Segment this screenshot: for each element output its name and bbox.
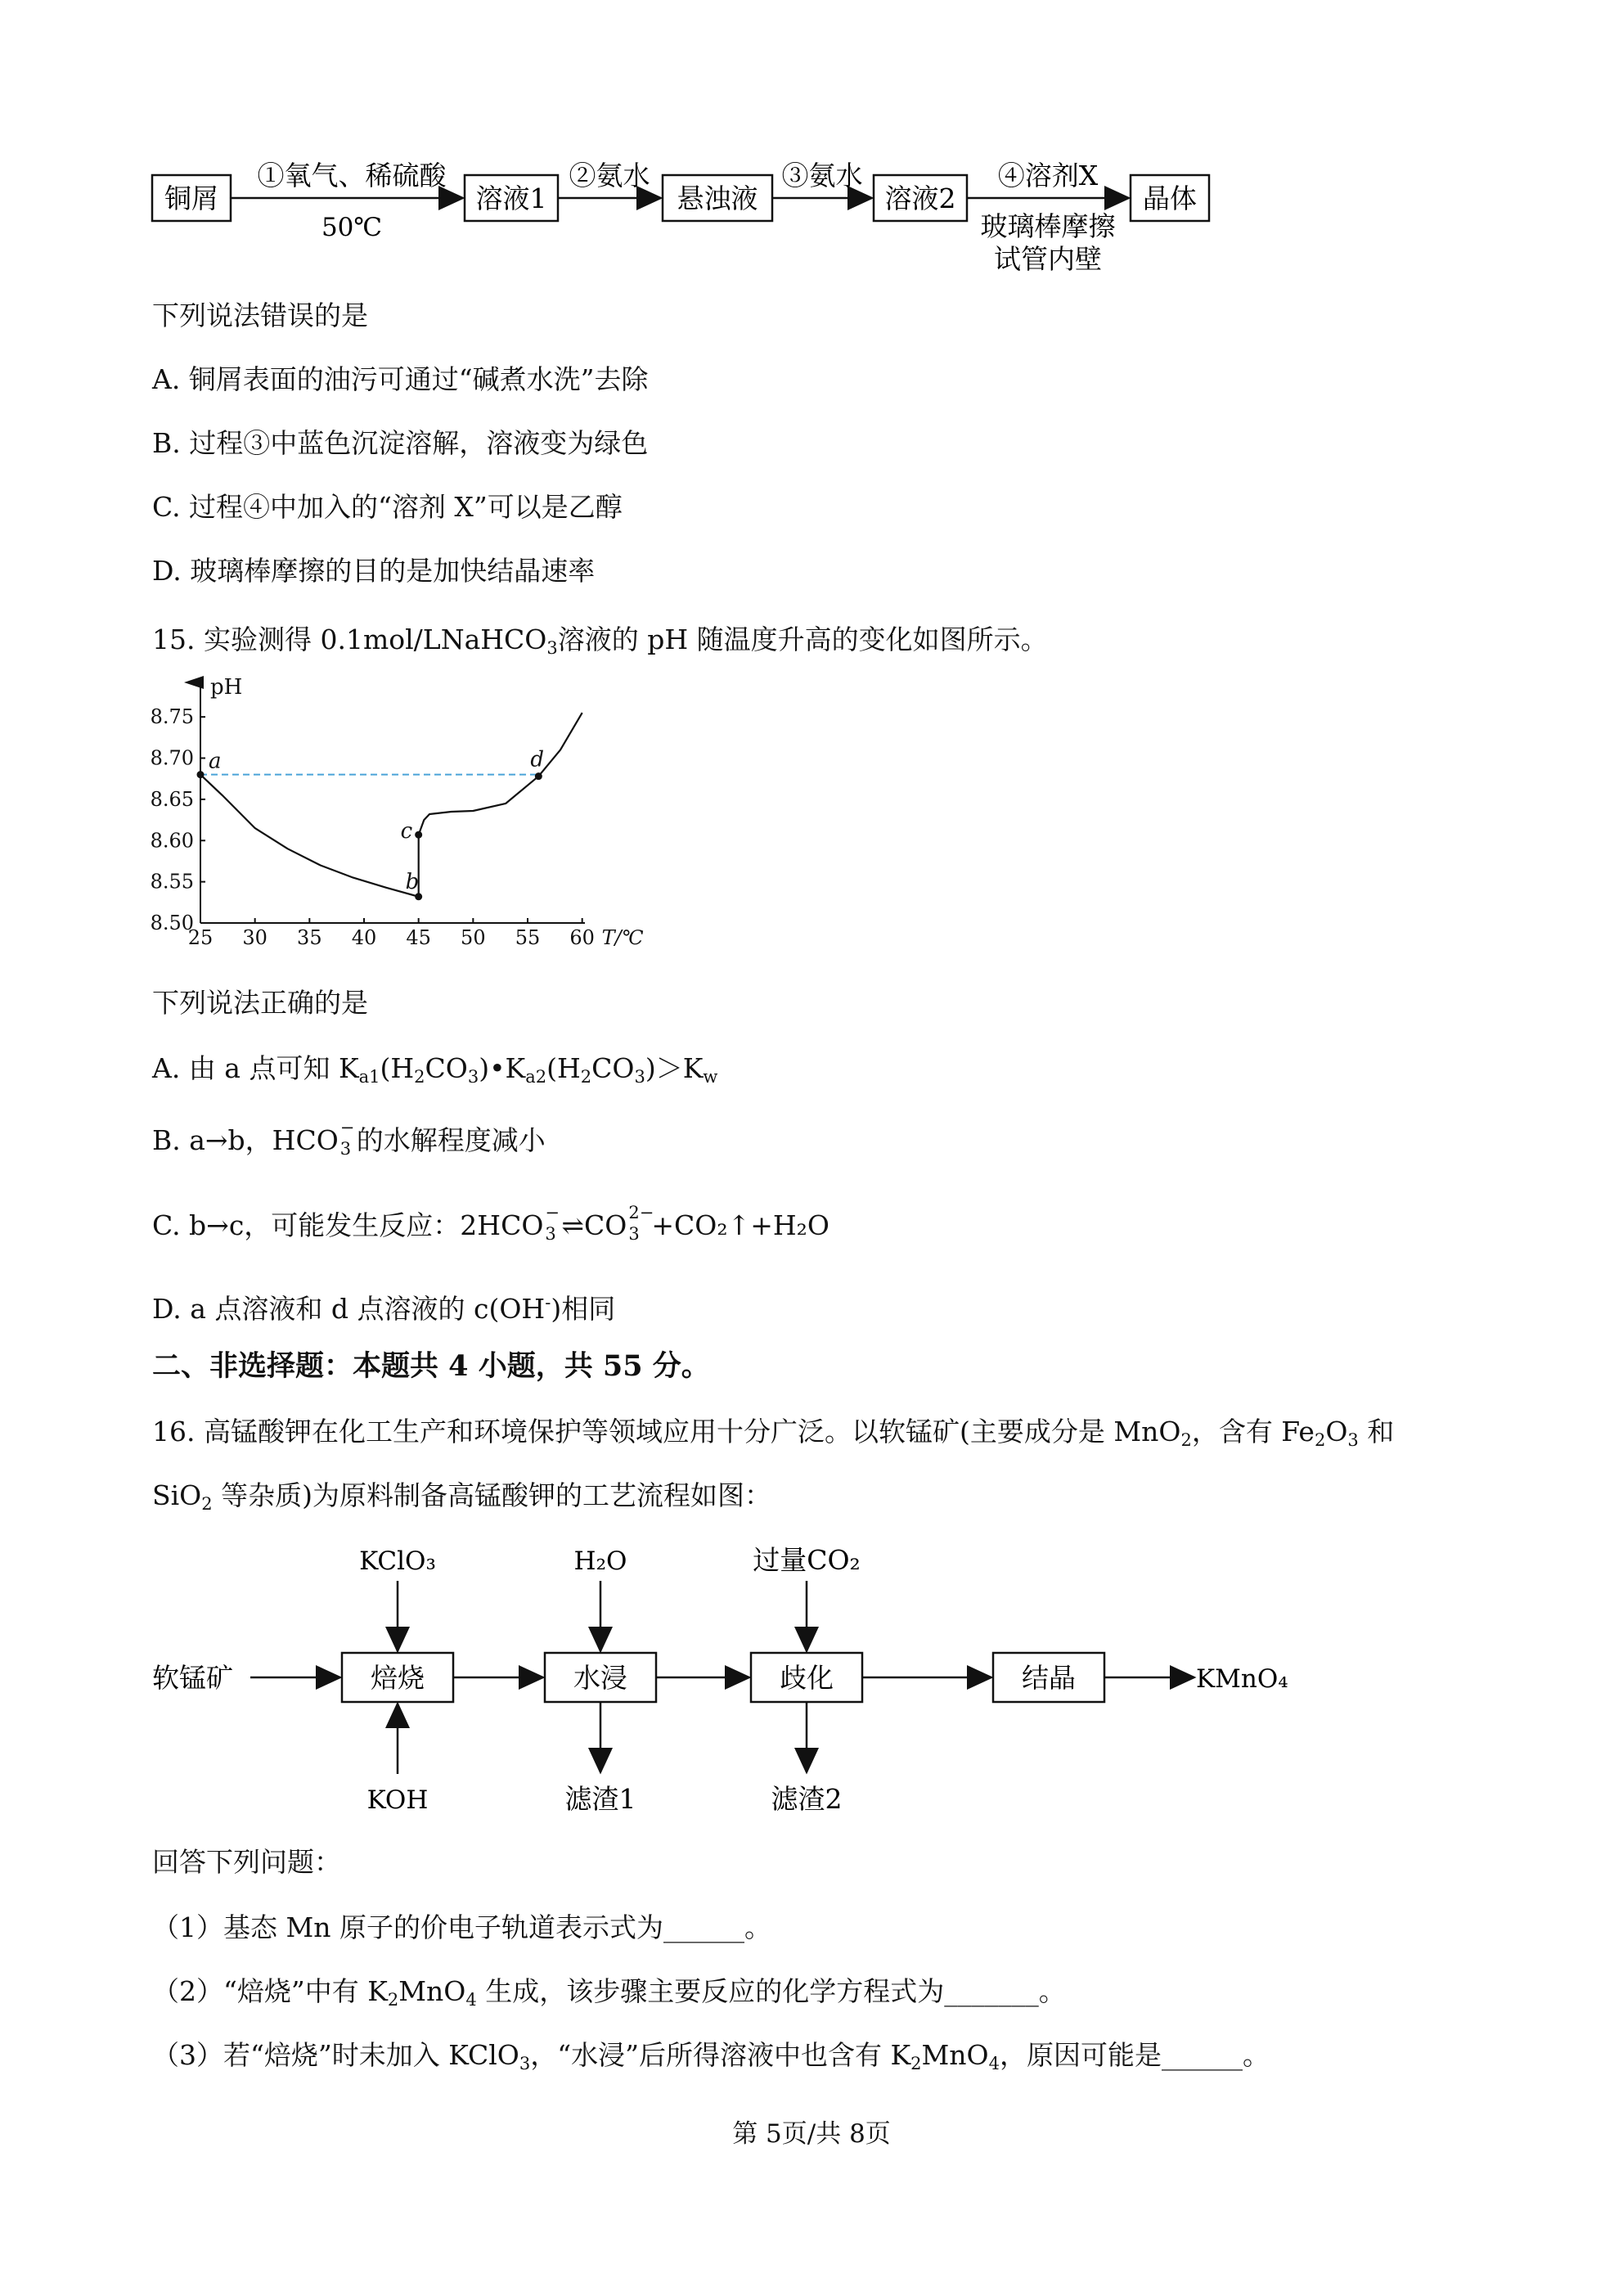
x-tick-label: 45 [406,926,431,949]
q16-subquestion-1: （1）基态 Mn 原子的价电子轨道表示式为______。 [152,1911,772,1943]
flow2-box3-label: 歧化 [780,1662,834,1694]
q16-subquestion-3: （3）若“焙烧”时未加入 KClO$_3$，“水浸”后所得溶液中也含有 $K_2MnO_4$，原因可能是______。 [152,2039,1270,2073]
q14-prompt: 下列说法错误的是 [152,299,368,331]
q15-option-b-pre: B. a→b，HCO [152,1124,339,1156]
y-tick-label: 8.70 [150,746,194,770]
point-label-b: b [405,869,420,894]
q15-option-d: D. a 点溶液和 d 点溶液的 c(OH-)相同 [152,1293,616,1325]
x-axis-label: T/℃ [601,926,644,949]
flow2-box2-bottom: 滤渣1 [564,1783,636,1815]
bicarbonate-ion-mark: − 3 [339,1118,355,1159]
q15-option-b-post: 的水解程度减小 [356,1124,546,1156]
q16-stem-line1: 16. 高锰酸钾在化工生产和环境保护等领域应用十分广泛。以软锰矿(主要成分是 MnO$_2$，含有 $Fe_2O_3$ 和 [152,1416,1395,1450]
q14-option-d: D. 玻璃棒摩擦的目的是加快结晶速率 [152,555,596,587]
flow2-box1-top: KClO₃ [359,1546,436,1576]
q15-stem-prefix: 15. 实验测得 0.1mol/LNaHCO [152,624,547,655]
q15-option-c [152,1203,829,1244]
flow1-box2-label: 溶液1 [475,182,547,214]
q15-stem-suffix: 溶液的 pH 随温度升高的变化如图所示。 [557,624,1048,655]
data-point-c [415,831,422,839]
flow2-box2-label: 水浸 [573,1662,627,1694]
x-tick-label: 25 [187,926,214,949]
q14-option-b: B. 过程③中蓝色沉淀溶解，溶液变为绿色 [152,427,649,459]
flow2-box3-bottom: 滤渣2 [771,1783,843,1815]
ph-temperature-chart [139,675,644,949]
flow1-step4-top: ④溶剂X [997,160,1099,191]
flow2-end-label: KMnO₄ [1196,1664,1288,1694]
flow1-step4-bottom1: 玻璃棒摩擦 [980,210,1116,242]
flow1-box3-label: 悬浊液 [677,182,758,214]
series-line [200,713,582,897]
x-tick-label: 60 [569,926,595,949]
flow-diagram-kmno4 [0,1527,1623,1830]
flow1-step3: ③氨水 [781,160,863,191]
carbonate-ion-mark: 2− 3 [628,1203,654,1244]
flow2-box4-label: 结晶 [1022,1662,1076,1694]
flow1-start-label: 铜屑 [164,182,218,214]
q15-stem-sub: 3 [546,638,558,658]
flow1-step1-bottom: 50℃ [321,213,383,242]
q15-stem [152,624,1048,664]
flow1-end-label: 晶体 [1143,182,1197,214]
x-tick-label: 55 [515,926,541,949]
flow1-step2: ②氨水 [569,160,650,191]
q16-stem-line2: SiO$_2$ 等杂质)为原料制备高锰酸钾的工艺流程如图： [152,1479,771,1514]
flow2-box1-bottom: KOH [366,1785,429,1815]
flow1-step4-bottom2: 试管内壁 [994,243,1102,275]
x-tick-label: 40 [351,926,377,949]
flow1-box4-label: 溶液2 [884,182,956,214]
point-label-a: a [209,749,222,774]
q15-option-b [152,1118,546,1159]
flow1-step1-top: ①氧气、稀硫酸 [257,160,447,191]
q14-option-c: C. 过程④中加入的“溶剂 X”可以是乙醇 [152,491,623,523]
x-tick-label: 50 [461,926,486,949]
q16-subquestion-2: （2）“焙烧”中有 $K_2MnO_4$ 生成，该步骤主要反应的化学方程式为_______。 [152,1975,1066,2010]
page-footer: 第 5页/共 8页 [732,2119,891,2149]
point-label-d: d [530,747,544,772]
q15-option-c-mid: ⇌CO [561,1209,627,1241]
q15-option-c-pre: C. b→c，可能发生反应：2HCO [152,1209,544,1241]
q15-prompt: 下列说法正确的是 [152,987,368,1019]
flow2-box2-top: H₂O [573,1546,627,1576]
y-tick-label: 8.65 [150,787,194,811]
flow2-box3-top: 过量CO₂ [753,1544,861,1576]
q16-answer-prompt: 回答下列问题： [152,1846,341,1878]
y-tick-label: 8.55 [150,870,194,894]
y-axis-label: pH [210,675,243,700]
data-point-d [535,772,542,780]
flow2-box1-label: 焙烧 [371,1662,425,1694]
y-tick-label: 8.75 [150,705,194,729]
x-tick-label: 35 [297,926,322,949]
x-tick-label: 30 [242,926,268,949]
q14-option-a: A. 铜屑表面的油污可通过“碱煮水洗”去除 [152,363,649,395]
point-label-c: c [400,819,413,844]
q15-option-c-post: +CO₂↑+H₂O [651,1209,829,1241]
y-tick-label: 8.50 [150,912,194,934]
q15-option-a: A. 由 a 点可知 $K_{a1}(H_2CO_3)•K_{a2}(H_2CO_3)>K_w$ [152,1052,718,1087]
flow2-start-label: 软锰矿 [152,1662,233,1694]
bicarbonate-ion-mark: − 3 [545,1203,560,1244]
y-tick-label: 8.60 [150,829,194,853]
data-point-a [197,771,205,778]
section-heading: 二、非选择题：本题共 4 小题，共 55 分。 [152,1349,710,1383]
